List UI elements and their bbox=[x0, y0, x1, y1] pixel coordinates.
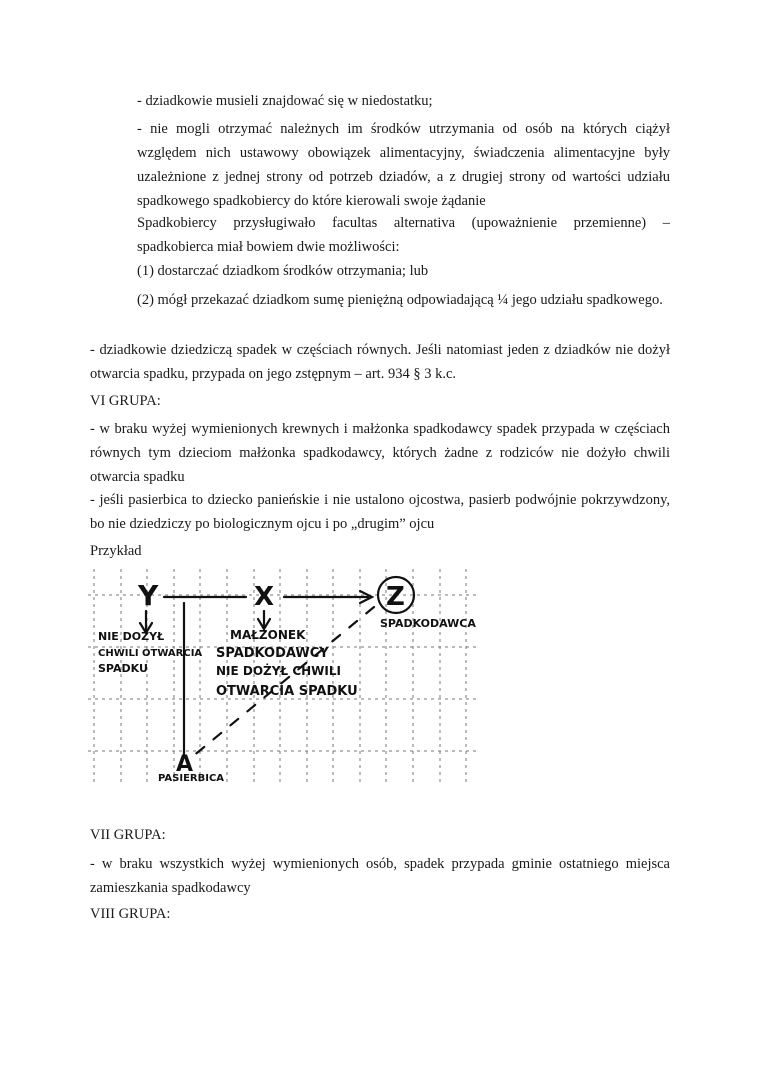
label-x-line: MAŁŻONEK bbox=[230, 628, 306, 642]
group-8-heading: VIII GRUPA: bbox=[90, 906, 171, 922]
label-y-line: NIE DOŻYŁ bbox=[98, 630, 165, 643]
node-x: X bbox=[254, 582, 275, 612]
label-x-line: SPADKODAWCY bbox=[216, 646, 329, 661]
label-x-line: NIE DOŻYŁ CHWILI bbox=[216, 664, 341, 678]
list-item-option-1: (1) dostarczać dziadkom środków otrzymania; lub bbox=[137, 263, 429, 279]
group-7-rule: - w braku wszystkich wyżej wymienionych osób, spadek przypada gminie ostatniego miejsca zamieszkania spadkodawcy bbox=[90, 856, 670, 896]
label-y-line: CHWILI OTWARCIA bbox=[98, 648, 203, 659]
label-x-line: OTWARCIA SPADKU bbox=[216, 684, 358, 699]
list-item-support: - nie mogli otrzymać należnych im środków utrzymania od osób na których ciążył względem nich ustawowy obowiązek alimentacyjny, świadczenia alimentacyjne były uzależnione z jednej strony od potrzeb dziadów, a z drugiej strony od wartości udziału spadkowego spadkobiercy do które kierowali swoje żądanie bbox=[137, 121, 670, 209]
node-z: Z bbox=[386, 582, 405, 612]
label-y-line: SPADKU bbox=[98, 662, 148, 675]
inheritance-sketch bbox=[88, 565, 480, 787]
label-z: SPADKODAWCA bbox=[380, 617, 476, 630]
group-6-note: - jeśli pasierbica to dziecko panieńskie i nie ustalono ojcostwa, pasierb podwójnie pokrzywdzony, bo nie dziedziczy po biologicznym ojcu i po „drugim” ojcu bbox=[90, 492, 670, 532]
example-label: Przykład bbox=[90, 543, 142, 559]
grandparents-note: - dziadkowie dziedziczą spadek w częściach równych. Jeśli natomiast jeden z dziadków nie dożył otwarcia spadku, przypada on jego zstępnym – art. 934 § 3 k.c. bbox=[90, 342, 670, 382]
group-6-rule: - w braku wyżej wymienionych krewnych i małżonka spadkodawcy spadek przypada w częściach równych tym dzieciom małżonka spadkodawcy, których żadne z rodziców nie dożyło chwili otwarcia spadku bbox=[90, 421, 670, 485]
node-a: A bbox=[176, 752, 194, 777]
label-a: PASIERBICA bbox=[158, 773, 225, 784]
list-item-option-2: (2) mógł przekazać dziadkom sumę pieniężną odpowiadającą ¼ jego udziału spadkowego. bbox=[137, 292, 663, 308]
list-item-need: - dziadkowie musieli znajdować się w niedostatku; bbox=[137, 93, 433, 109]
node-y: Y bbox=[138, 579, 159, 612]
group-6-heading: VI GRUPA: bbox=[90, 393, 161, 409]
group-7-heading: VII GRUPA: bbox=[90, 827, 166, 843]
list-item-facultas: Spadkobiercy przysługiwało facultas alternativa (upoważnienie przemienne) – spadkobierca miał bowiem dwie możliwości: bbox=[137, 215, 670, 255]
